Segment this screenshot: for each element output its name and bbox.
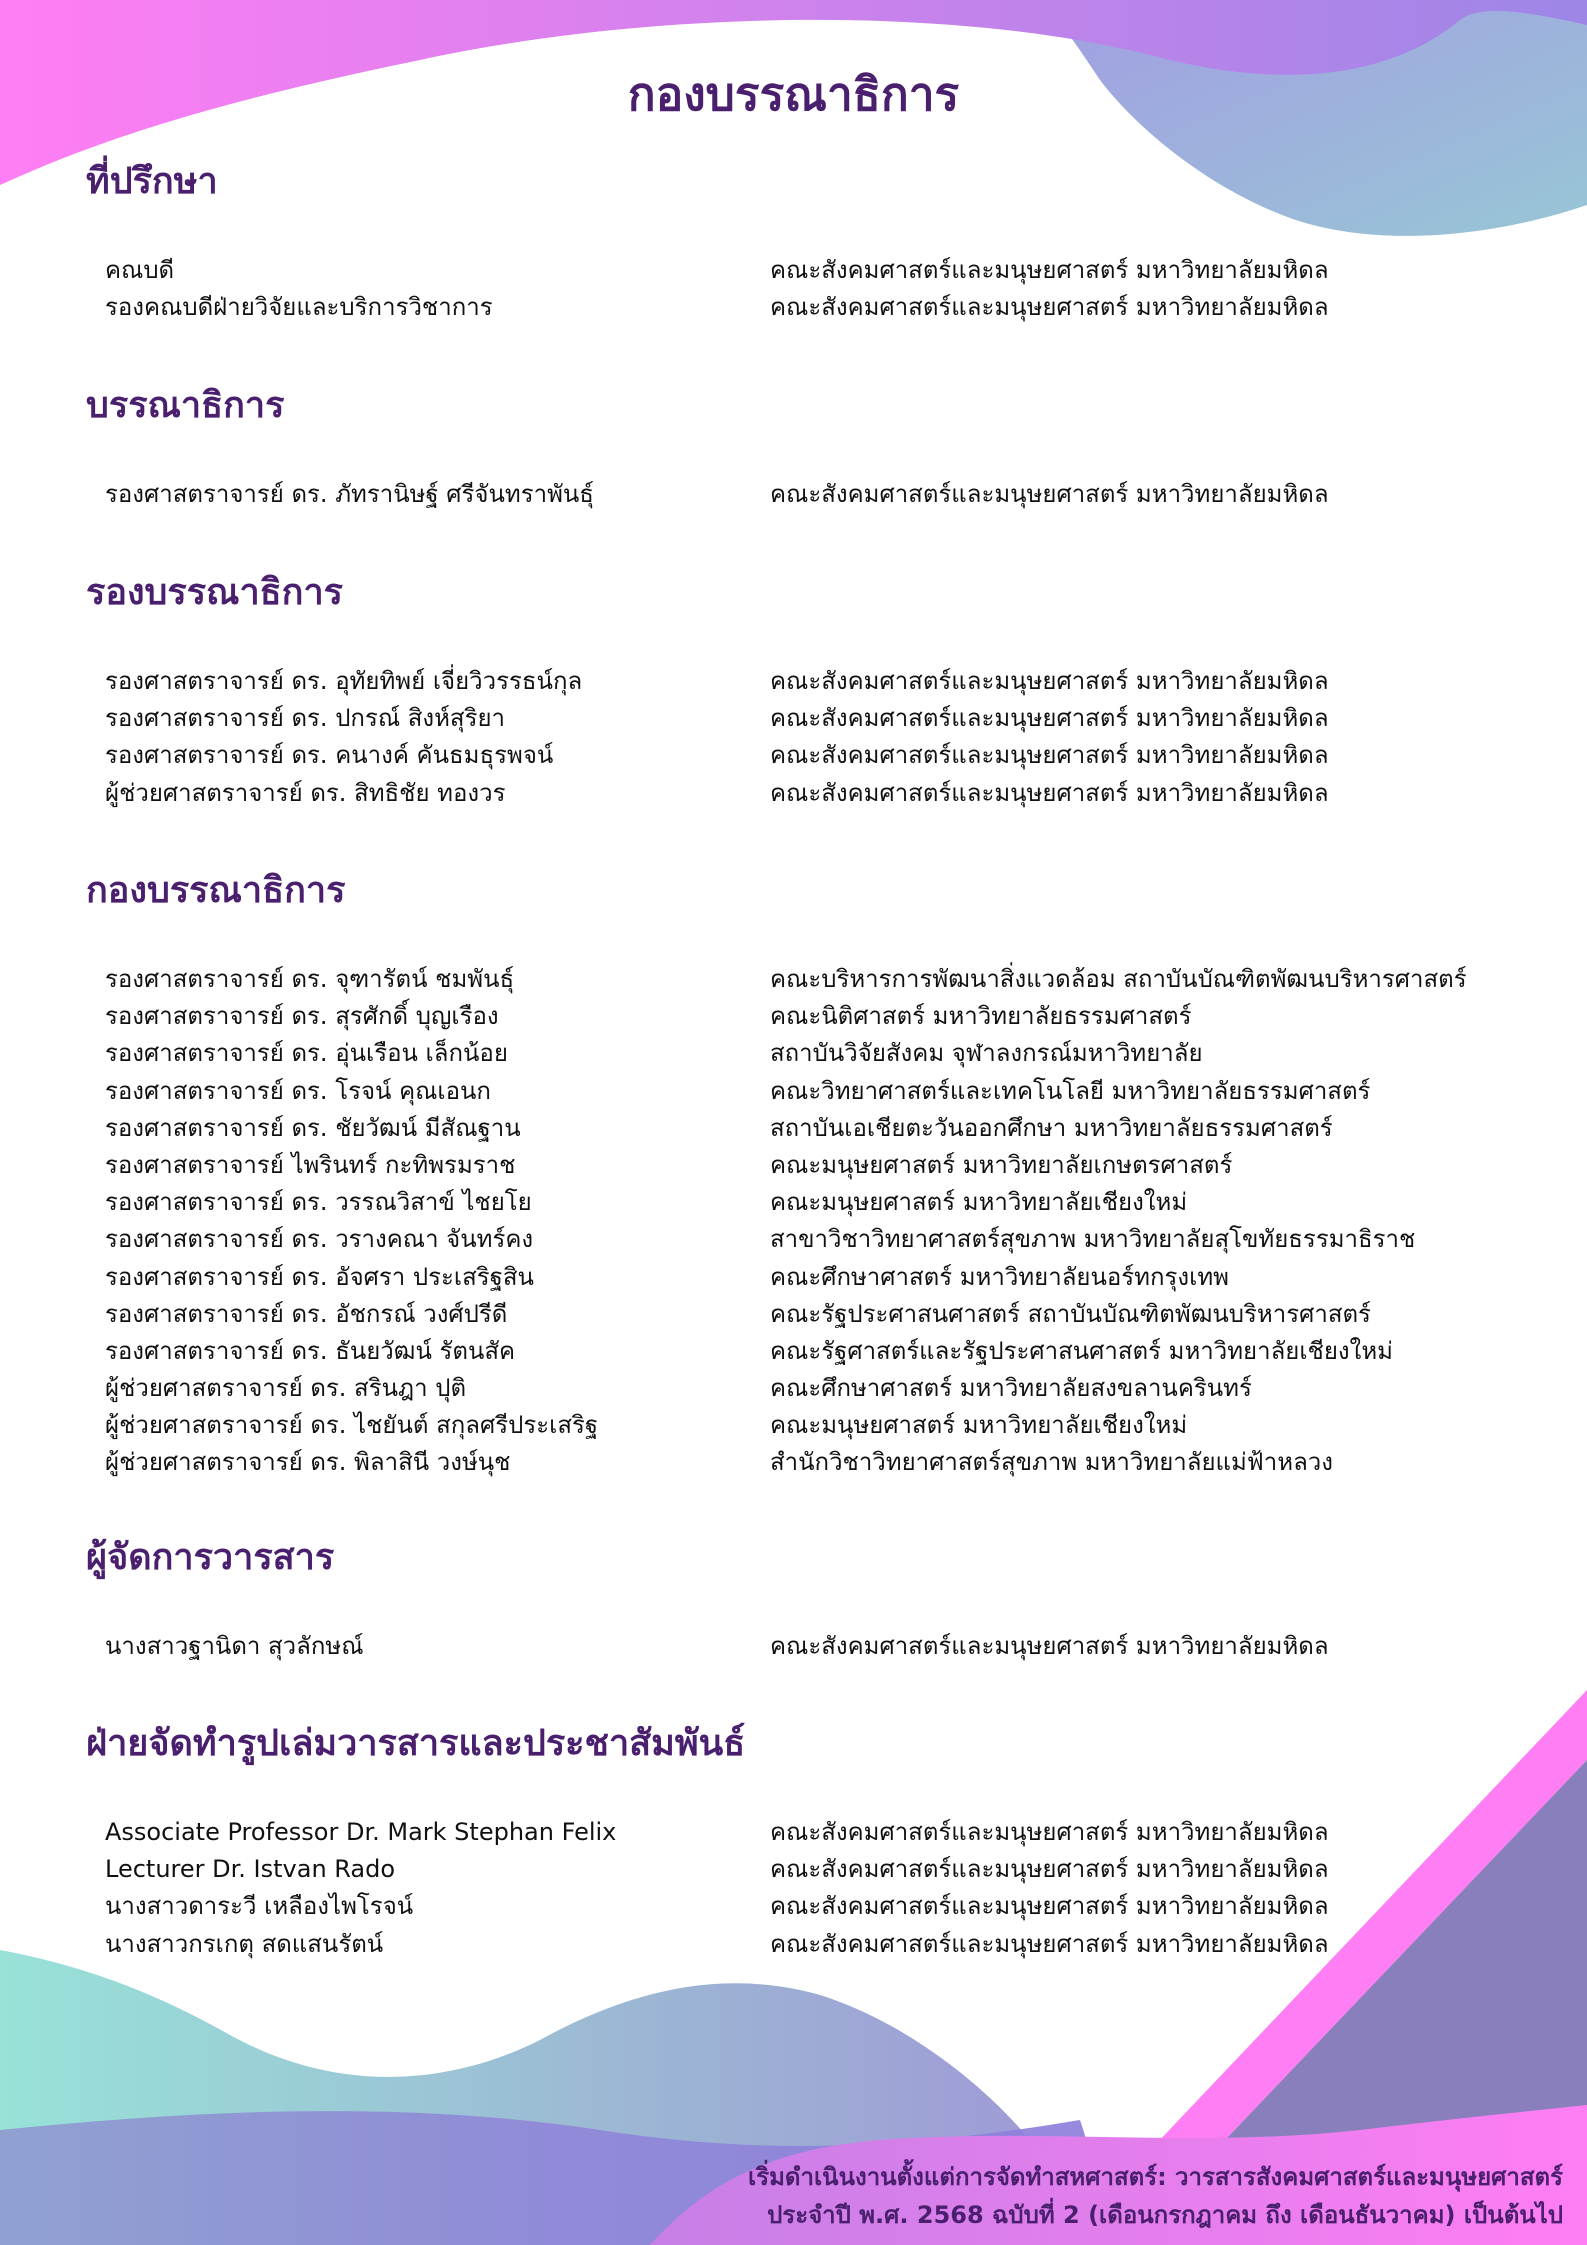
list-item bbox=[86, 1407, 1506, 1444]
member-name: รองศาสตราจารย์ ดร. วรางคณา จันทร์คง bbox=[105, 1225, 534, 1254]
member-affiliation: สำนักวิชาวิทยาศาสตร์สุขภาพ มหาวิทยาลัยแม่ฟ้าหลวง bbox=[770, 1448, 1333, 1477]
member-name: Lecturer Dr. Istvan Rado bbox=[105, 1855, 396, 1884]
list-item bbox=[86, 961, 1506, 998]
member-affiliation: คณะมนุษยศาสตร์ มหาวิทยาลัยเชียงใหม่ bbox=[770, 1188, 1188, 1217]
member-name: ผู้ช่วยศาสตราจารย์ ดร. ไชยันต์ สกุลศรีประเสริฐ bbox=[105, 1411, 599, 1440]
member-affiliation: คณะวิทยาศาสตร์และเทคโนโลยี มหาวิทยาลัยธรรมศาสตร์ bbox=[770, 1076, 1371, 1105]
member-affiliation: คณะศึกษาศาสตร์ มหาวิทยาลัยสงขลานครินทร์ bbox=[770, 1374, 1252, 1403]
section-layout-pr bbox=[86, 1722, 1506, 1963]
member-name: รองศาสตราจารย์ ดร. อัจศรา ประเสริฐสิน bbox=[105, 1262, 534, 1291]
member-affiliation: สถาบันเอเชียตะวันออกศึกษา มหาวิทยาลัยธรรมศาสตร์ bbox=[770, 1113, 1333, 1142]
section-heading-journal-manager: ผู้จัดการวารสาร bbox=[86, 1537, 335, 1578]
list-item bbox=[86, 1035, 1506, 1072]
member-affiliation: คณะรัฐศาสตร์และรัฐประศาสนศาสตร์ มหาวิทยาลัยเชียงใหม่ bbox=[770, 1336, 1393, 1365]
member-name: รองศาสตราจารย์ ดร. จุฑารัตน์ ชมพันธุ์ bbox=[105, 965, 515, 993]
list-item bbox=[86, 663, 1506, 700]
member-affiliation: คณะสังคมศาสตร์และมนุษยศาสตร์ มหาวิทยาลัยมหิดล bbox=[770, 1855, 1329, 1884]
member-name: รองศาสตราจารย์ ไพรินทร์ กะทิพรมราช bbox=[105, 1150, 516, 1179]
member-name: คณบดี bbox=[105, 256, 175, 284]
list-item bbox=[86, 1110, 1506, 1147]
list-item bbox=[86, 476, 1506, 513]
list-item bbox=[86, 775, 1506, 812]
list-item bbox=[86, 1147, 1506, 1184]
list-item bbox=[86, 1814, 1506, 1851]
member-affiliation: คณะสังคมศาสตร์และมนุษยศาสตร์ มหาวิทยาลัยมหิดล bbox=[770, 1892, 1329, 1921]
member-name: รองศาสตราจารย์ ดร. อุ่นเรือน เล็กน้อย bbox=[105, 1039, 508, 1068]
member-affiliation: สถาบันวิจัยสังคม จุฬาลงกรณ์มหาวิทยาลัย bbox=[770, 1039, 1203, 1068]
member-name: Associate Professor Dr. Mark Stephan Felix bbox=[105, 1818, 617, 1846]
member-name: รองศาสตราจารย์ ดร. ธันยวัฒน์ รัตนสัค bbox=[105, 1336, 516, 1365]
list-item bbox=[86, 1221, 1506, 1258]
section-heading-editor: บรรณาธิการ bbox=[86, 385, 285, 426]
member-name: รองศาสตราจารย์ ดร. คนางค์ คันธมธุรพจน์ bbox=[105, 741, 554, 770]
section-journal-manager bbox=[86, 1536, 1506, 1665]
footer-line-2: ประจำปี พ.ศ. 2568 ฉบับที่ 2 (เดือนกรกฎาคม ถึง เดือนธันวาคม) เป็นต้นไป bbox=[767, 2201, 1563, 2229]
list-item bbox=[86, 1296, 1506, 1333]
section-heading-editorial-board: กองบรรณาธิการ bbox=[86, 870, 346, 911]
member-affiliation: คณะสังคมศาสตร์และมนุษยศาสตร์ มหาวิทยาลัยมหิดล bbox=[770, 293, 1329, 322]
section-associate-editors bbox=[86, 571, 1506, 812]
list-item bbox=[86, 998, 1506, 1035]
member-affiliation: คณะสังคมศาสตร์และมนุษยศาสตร์ มหาวิทยาลัยมหิดล bbox=[770, 667, 1329, 695]
list-item bbox=[86, 700, 1506, 737]
list-item bbox=[86, 1370, 1506, 1407]
list-item bbox=[86, 1926, 1506, 1963]
list-item bbox=[86, 1333, 1506, 1370]
list-item bbox=[86, 252, 1506, 289]
member-name: รองศาสตราจารย์ ดร. ปกรณ์ สิงห์สุริยา bbox=[105, 704, 506, 733]
footer-note bbox=[748, 2158, 1563, 2234]
member-affiliation: คณะนิติศาสตร์ มหาวิทยาลัยธรรมศาสตร์ bbox=[770, 1002, 1192, 1031]
member-name: นางสาวฐานิดา สุวลักษณ์ bbox=[105, 1632, 364, 1660]
list-item bbox=[86, 1444, 1506, 1481]
member-name: ผู้ช่วยศาสตราจารย์ ดร. พิลาสินี วงษ์นุช bbox=[105, 1448, 511, 1477]
member-affiliation: คณะศึกษาศาสตร์ มหาวิทยาลัยนอร์ทกรุงเทพ bbox=[770, 1262, 1229, 1291]
member-name: รองศาสตราจารย์ ดร. วรรณวิสาข์ ไชยโย bbox=[105, 1188, 532, 1217]
member-affiliation: คณะมนุษยศาสตร์ มหาวิทยาลัยเชียงใหม่ bbox=[770, 1411, 1188, 1440]
member-affiliation: คณะสังคมศาสตร์และมนุษยศาสตร์ มหาวิทยาลัยมหิดล bbox=[770, 704, 1329, 733]
list-item bbox=[86, 737, 1506, 774]
member-name: รองศาสตราจารย์ ดร. อุทัยทิพย์ เจี่ยวิวรรธน์กุล bbox=[105, 667, 583, 695]
list-item bbox=[86, 1851, 1506, 1888]
member-name: รองศาสตราจารย์ ดร. อัชกรณ์ วงศ์ปรีดี bbox=[105, 1299, 508, 1328]
list-item bbox=[86, 1628, 1506, 1665]
page-title: กองบรรณาธิการ bbox=[627, 67, 960, 121]
member-name: รองศาสตราจารย์ ดร. โรจน์ คุณเอนก bbox=[105, 1076, 491, 1105]
list-item bbox=[86, 1259, 1506, 1296]
section-heading-layout-pr: ฝ่ายจัดทำรูปเล่มวารสารและประชาสัมพันธ์ bbox=[86, 1723, 746, 1764]
section-heading-associate-editors: รองบรรณาธิการ bbox=[86, 572, 343, 613]
list-item bbox=[86, 1073, 1506, 1110]
member-name: รองศาสตราจารย์ ดร. ภัทรานิษฐ์ ศรีจันทราพันธุ์ bbox=[105, 480, 594, 508]
member-affiliation: คณะสังคมศาสตร์และมนุษยศาสตร์ มหาวิทยาลัยมหิดล bbox=[770, 1632, 1329, 1660]
member-affiliation: คณะสังคมศาสตร์และมนุษยศาสตร์ มหาวิทยาลัยมหิดล bbox=[770, 256, 1329, 284]
section-advisors bbox=[86, 160, 1506, 326]
list-item bbox=[86, 1888, 1506, 1925]
member-name: รองศาสตราจารย์ ดร. สุรศักดิ์ บุญเรือง bbox=[105, 1002, 499, 1031]
list-item bbox=[86, 1184, 1506, 1221]
member-affiliation: คณะสังคมศาสตร์และมนุษยศาสตร์ มหาวิทยาลัยมหิดล bbox=[770, 778, 1329, 807]
member-affiliation: สาขาวิชาวิทยาศาสตร์สุขภาพ มหาวิทยาลัยสุโขทัยธรรมาธิราช bbox=[770, 1225, 1416, 1254]
member-affiliation: คณะรัฐประศาสนศาสตร์ สถาบันบัณฑิตพัฒนบริหารศาสตร์ bbox=[770, 1299, 1371, 1328]
member-affiliation: คณะสังคมศาสตร์และมนุษยศาสตร์ มหาวิทยาลัยมหิดล bbox=[770, 741, 1329, 770]
member-affiliation: คณะสังคมศาสตร์และมนุษยศาสตร์ มหาวิทยาลัยมหิดล bbox=[770, 1929, 1329, 1958]
section-heading-advisors: ที่ปรึกษา bbox=[86, 161, 218, 202]
member-name: รองคณบดีฝ่ายวิจัยและบริการวิชาการ bbox=[105, 293, 493, 322]
member-name: ผู้ช่วยศาสตราจารย์ ดร. สรินฎา ปุติ bbox=[105, 1374, 467, 1403]
member-affiliation: คณะบริหารการพัฒนาสิ่งแวดล้อม สถาบันบัณฑิตพัฒนบริหารศาสตร์ bbox=[770, 965, 1467, 993]
section-editorial-board bbox=[86, 869, 1506, 1482]
member-affiliation: คณะมนุษยศาสตร์ มหาวิทยาลัยเกษตรศาสตร์ bbox=[770, 1150, 1233, 1179]
member-name: ผู้ช่วยศาสตราจารย์ ดร. สิทธิชัย ทองวร bbox=[105, 778, 506, 807]
member-affiliation: คณะสังคมศาสตร์และมนุษยศาสตร์ มหาวิทยาลัยมหิดล bbox=[770, 480, 1329, 508]
member-name: นางสาวดาระวี เหลืองไพโรจน์ bbox=[105, 1892, 414, 1921]
section-editor bbox=[86, 384, 1506, 513]
member-name: รองศาสตราจารย์ ดร. ชัยวัฒน์ มีสัณฐาน bbox=[105, 1113, 521, 1142]
member-affiliation: คณะสังคมศาสตร์และมนุษยศาสตร์ มหาวิทยาลัยมหิดล bbox=[770, 1818, 1329, 1846]
footer-line-1: เริ่มดำเนินงานตั้งแต่การจัดทำสหศาสตร์: วารสารสังคมศาสตร์และมนุษยศาสตร์ bbox=[747, 2163, 1563, 2191]
member-name: นางสาวกรเกตุ สดแสนรัตน์ bbox=[105, 1929, 384, 1958]
list-item bbox=[86, 289, 1506, 326]
